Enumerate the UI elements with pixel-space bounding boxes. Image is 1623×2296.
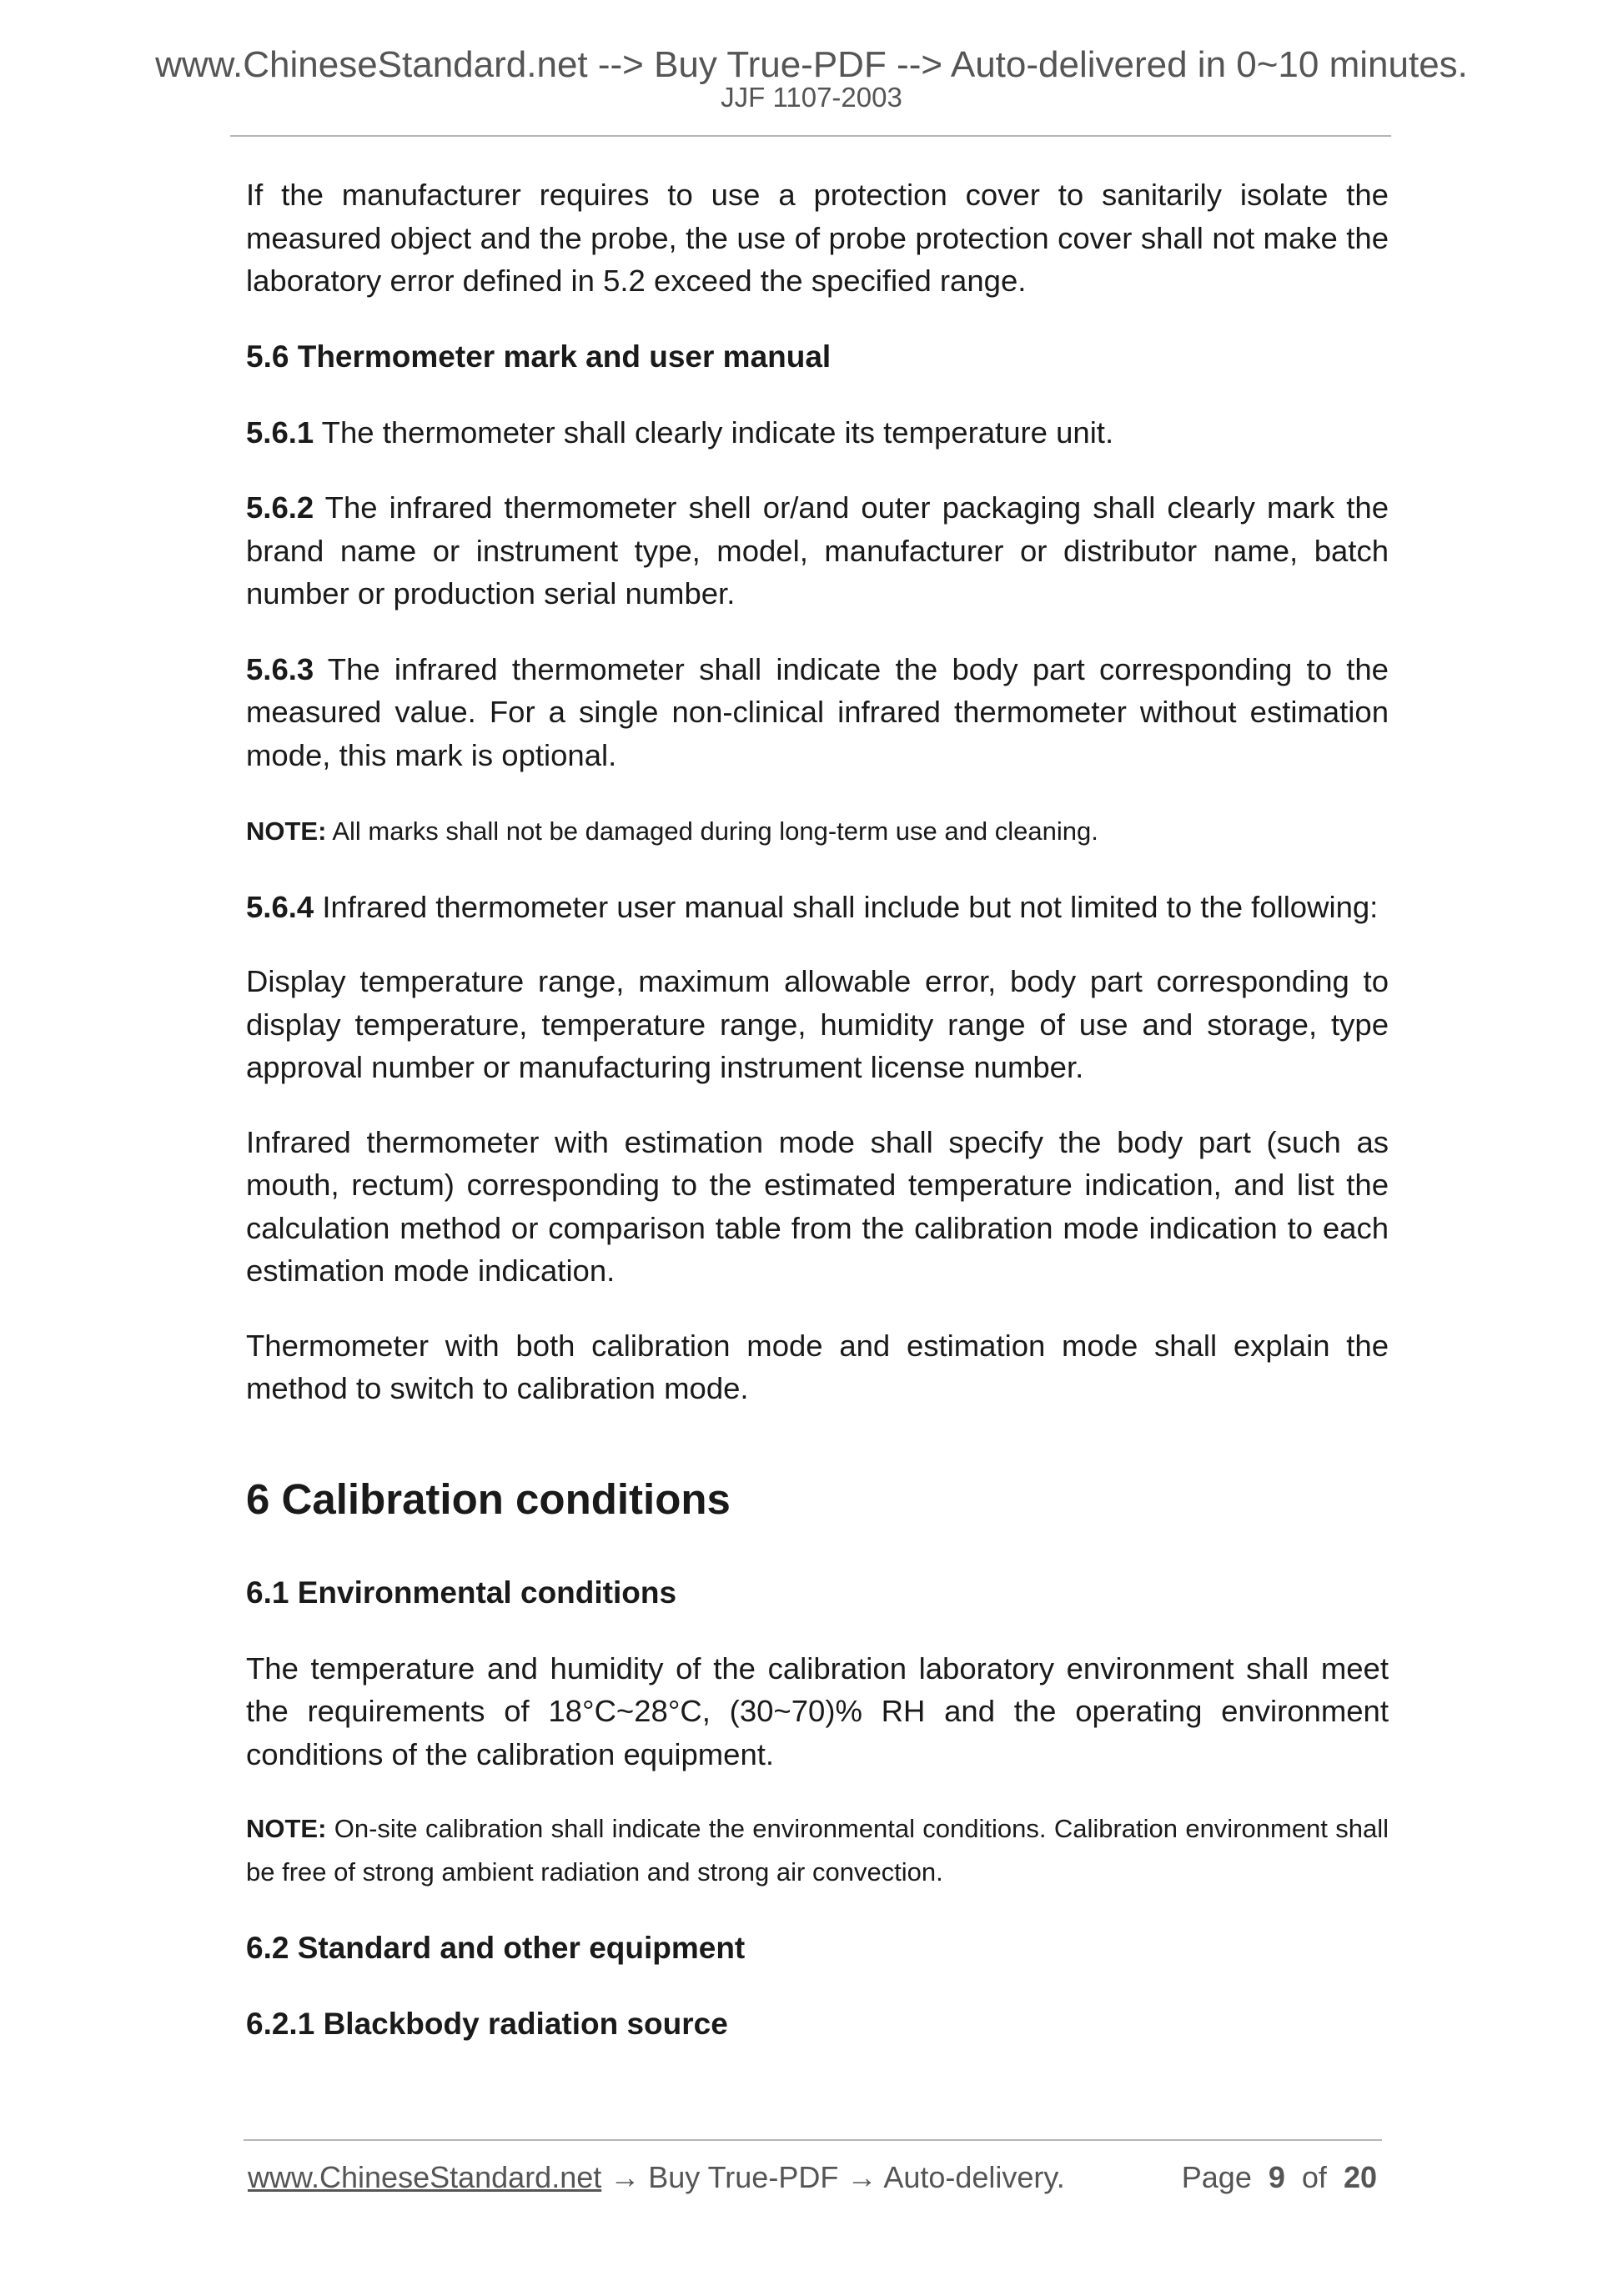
paragraph-switch-mode: Thermometer with both calibration mode and estimation mode shall explain the method to switch to calibration mode. bbox=[246, 1328, 1389, 1405]
heading-6-1: 6.1 Environmental conditions bbox=[246, 1575, 677, 1610]
clause-5-6-1 bbox=[246, 411, 1389, 455]
note-onsite bbox=[246, 1807, 1389, 1893]
clause-5-6-2-text: The infrared thermometer shell or/and outer packaging shall clearly mark the brand name or instrument type, model, manufacturer or distributor name, batch number or production serial number. bbox=[246, 490, 1389, 610]
clause-5-6-1-number: 5.6.1 bbox=[246, 414, 314, 450]
footer-site-link[interactable]: www.ChineseStandard.net bbox=[248, 2160, 602, 2194]
heading-6-2-1: 6.2.1 Blackbody radiation source bbox=[246, 2007, 728, 2041]
footer-tagline: → Buy True-PDF → Auto-delivery. bbox=[601, 2160, 1065, 2194]
note-text: On-site calibration shall indicate the environmental conditions. Calibration environment shall be free of strong ambient radiation and strong air convection. bbox=[246, 1814, 1389, 1887]
page-indicator bbox=[1182, 2159, 1377, 2196]
heading-6-2: 6.2 Standard and other equipment bbox=[246, 1931, 746, 1965]
clause-5-6-2 bbox=[246, 486, 1389, 615]
clause-5-6-2-number: 5.6.2 bbox=[246, 490, 314, 525]
clause-5-6-1-text: The thermometer shall clearly indicate its temperature unit. bbox=[314, 414, 1114, 450]
clause-5-6-3-number: 5.6.3 bbox=[246, 651, 314, 686]
paragraph-environment: The temperature and humidity of the calibration laboratory environment shall meet the requirements of 18°C~28°C, (30~70)% RH and the operating environment conditions of the calibration equipment. bbox=[246, 1650, 1389, 1771]
page-content bbox=[246, 173, 1389, 2045]
of-label: of bbox=[1301, 2160, 1327, 2194]
note-text: All marks shall not be damaged during long-term use and cleaning. bbox=[326, 816, 1098, 846]
heading-5-6: 5.6 Thermometer mark and user manual bbox=[246, 339, 832, 374]
document-code: JJF 1107-2003 bbox=[721, 82, 902, 113]
heading-6: 6 Calibration conditions bbox=[246, 1475, 731, 1523]
note-label: NOTE: bbox=[246, 816, 327, 846]
clause-5-6-3 bbox=[246, 648, 1389, 777]
page-number: 9 bbox=[1268, 2160, 1285, 2194]
clause-5-6-3-text: The infrared thermometer shall indicate the body part corresponding to the measured value. For a single non-clinical infrared thermometer without estimation mode, this mark is optional. bbox=[246, 651, 1389, 772]
footer-divider bbox=[244, 2139, 1382, 2141]
page-label: Page bbox=[1181, 2160, 1252, 2194]
note-label: NOTE: bbox=[246, 1814, 327, 1843]
page-total: 20 bbox=[1343, 2160, 1377, 2194]
header-divider bbox=[230, 135, 1391, 137]
paragraph-estimation-mode: Infrared thermometer with estimation mode shall specify the body part (such as mouth, rectum) corresponding to the estimated temperature indication, and list the calculation method or comparison table from the calibration mode indication to each estimation mode indication. bbox=[246, 1124, 1389, 1288]
clause-5-6-4-number: 5.6.4 bbox=[246, 889, 314, 924]
paragraph-display-range: Display temperature range, maximum allowable error, body part corresponding to display temperature, temperature range, humidity range of use and storage, type approval number or manufacturing instrument license number. bbox=[246, 964, 1389, 1084]
clause-5-6-4-text: Infrared thermometer user manual shall include but not limited to the following: bbox=[314, 889, 1379, 924]
paragraph-protection-cover: If the manufacturer requires to use a protection cover to sanitarily isolate the measured object and the probe, the use of probe protection cover shall not make the laboratory error defined in 5.2 exceed the specified range. bbox=[246, 178, 1389, 298]
note-marks bbox=[246, 810, 1389, 853]
clause-5-6-4 bbox=[246, 886, 1389, 929]
top-banner: www.ChineseStandard.net --> Buy True-PDF --> Auto-delivered in 0~10 minutes. bbox=[155, 44, 1468, 85]
page-footer bbox=[248, 2159, 1382, 2196]
